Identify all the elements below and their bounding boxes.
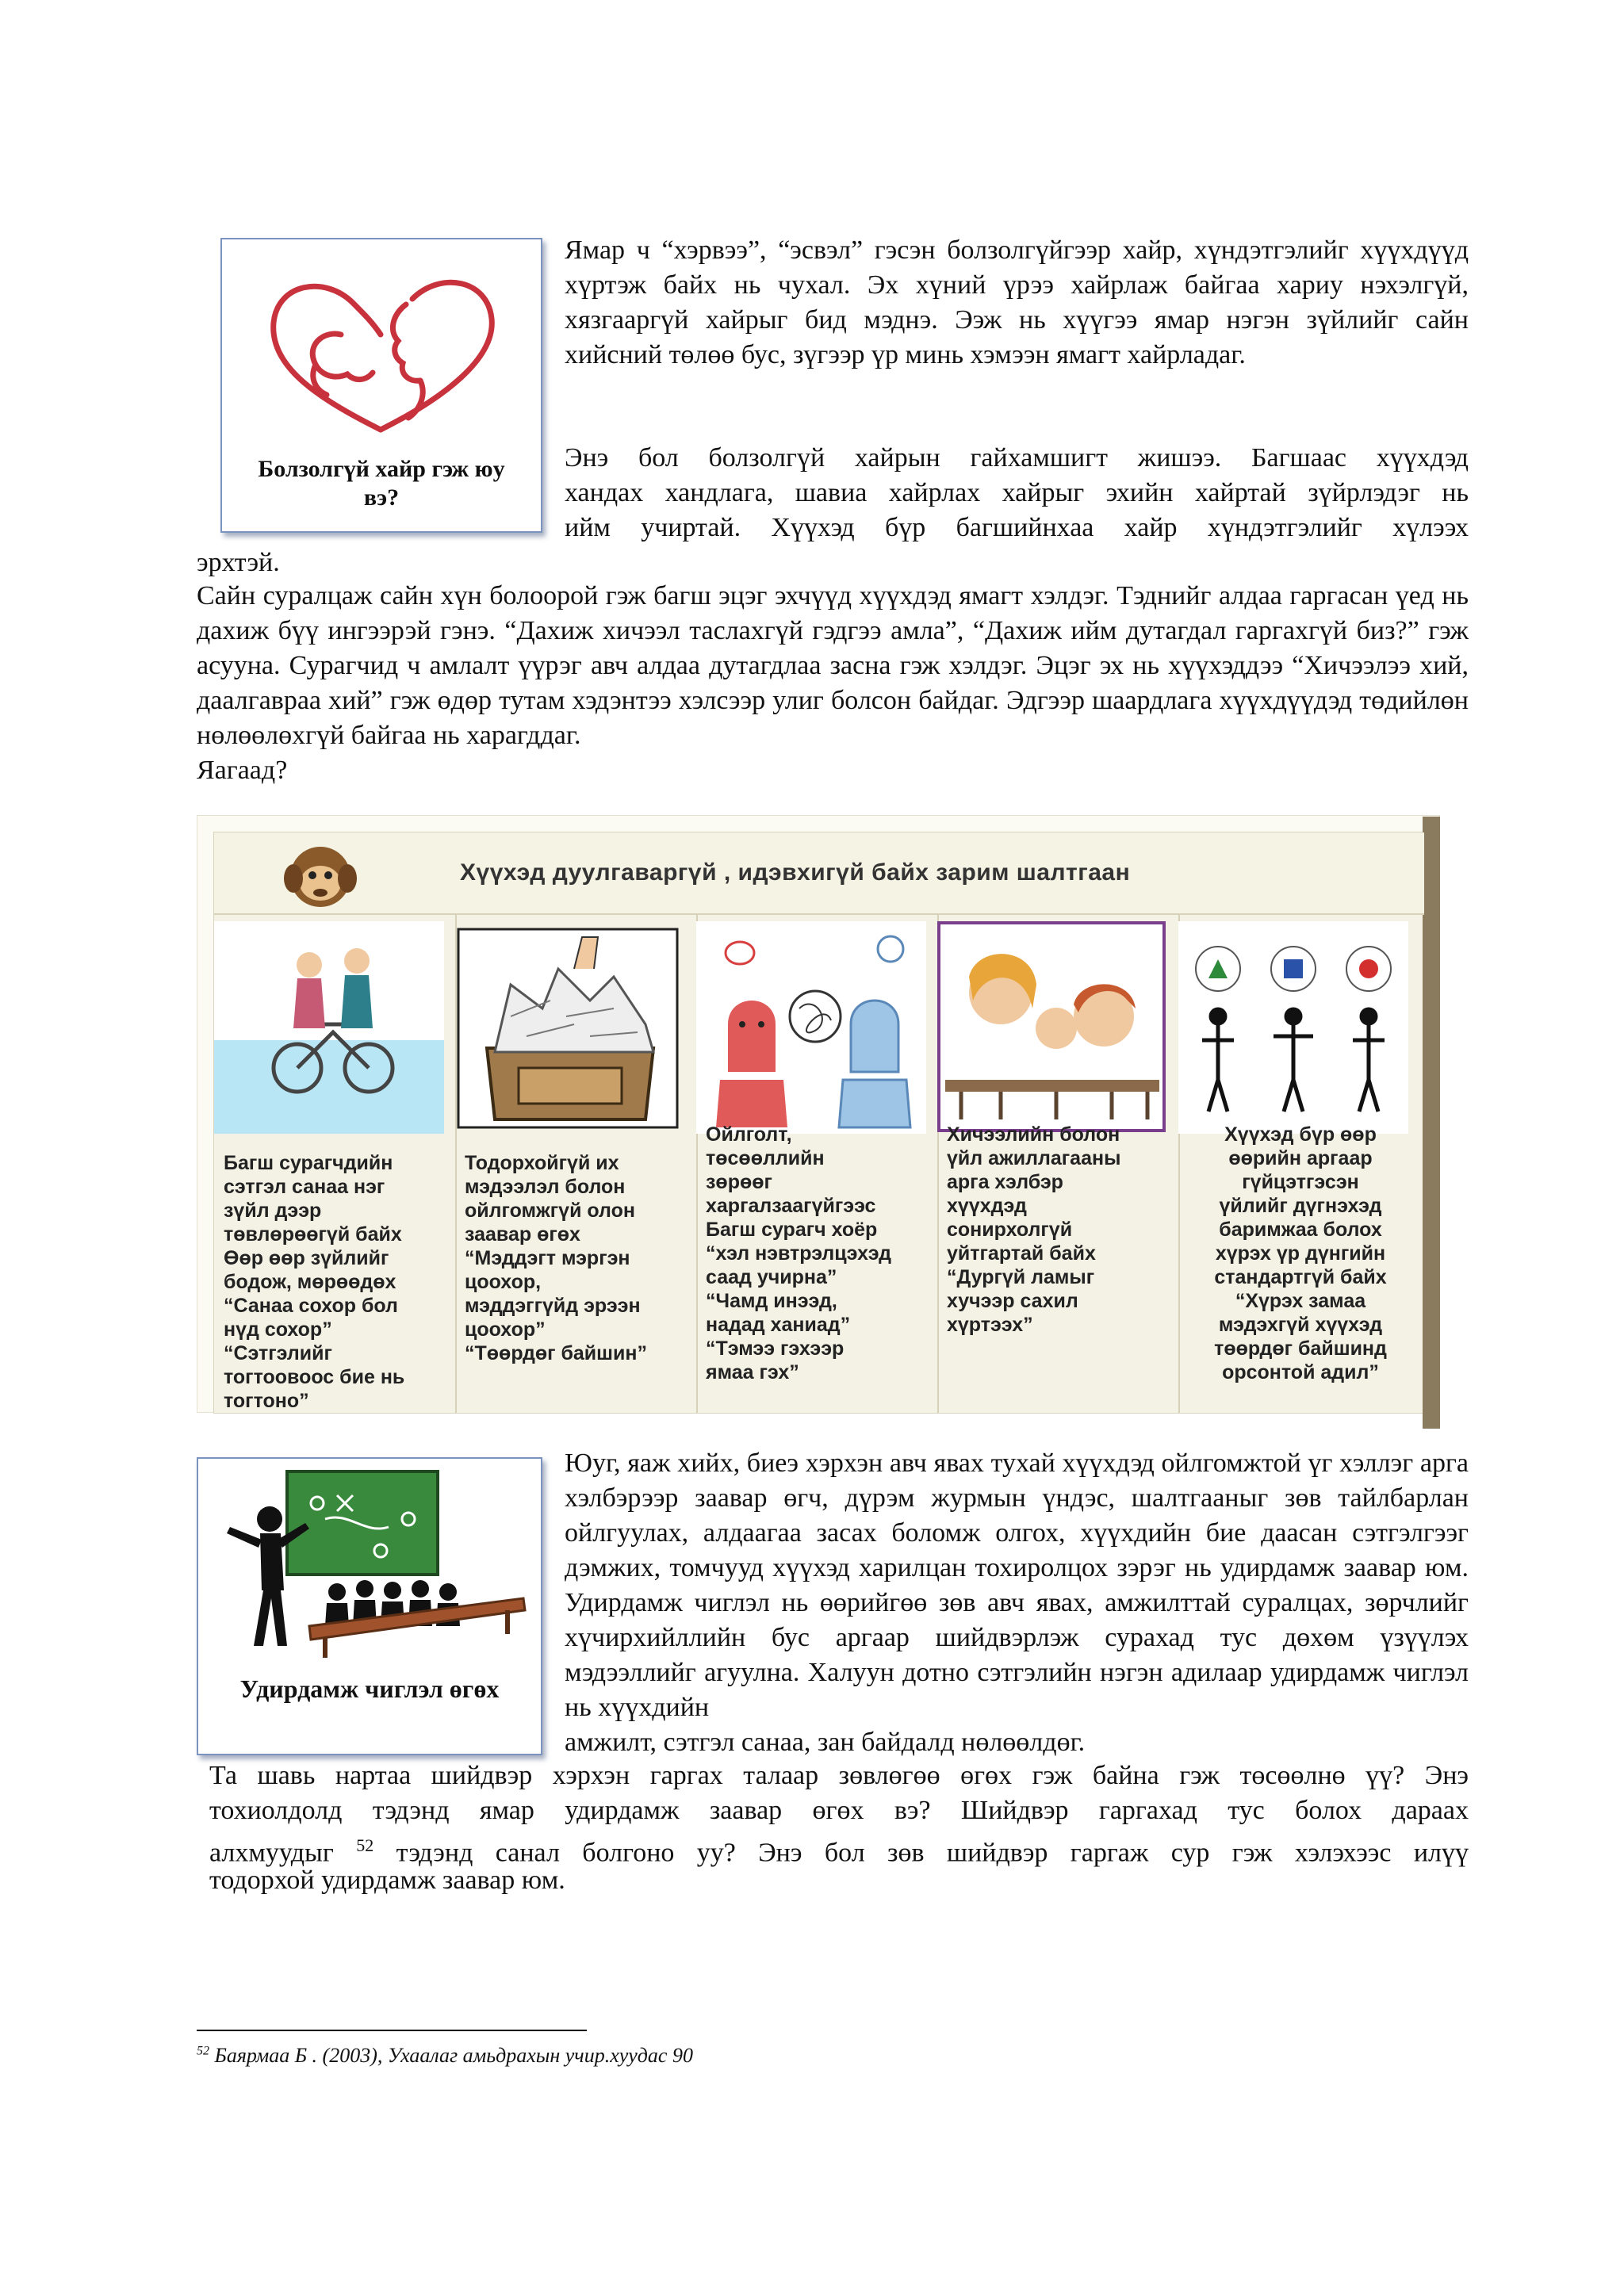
infographic-header bbox=[214, 832, 1424, 915]
reason-text-5: Хүүхэд бүр өөр өөрийн аргаар гүйцэтгэсэн үйлийг дүгнэхэд баримжаа болох хүрэх үр дүнгийн стандартгүй байх “Хүрэх замаа мэдэхгүй хүүхэд төөрдөг байшинд орсонтой адил” bbox=[1214, 1123, 1387, 1383]
footnote bbox=[197, 2044, 693, 2068]
footnote-text: Баярмаа Б . (2003), Ухаалаг амьдрахын учир.хуудас 90 bbox=[214, 2044, 693, 2067]
paragraph-4-last: амжилт, сэтгэл санаа, зан байдалд нөлөөлдөг. bbox=[565, 1728, 1086, 1757]
figure-giving-guidance bbox=[197, 1457, 542, 1755]
figure-caption: Болзолгүй хайр гэж юу вэ? bbox=[258, 456, 505, 511]
shapes-stick-figures-icon bbox=[1178, 921, 1408, 1134]
reason-text-1: Багш сурагчдийн сэтгэл санаа нэг зүйл дээр төвлөрөөгүй байх Өөр өөр зүйлийг бодож, мөрөөдөх “Санаа сохор бол нүд сохор” “Сэтгэлийг тогтоовоос бие нь тогтоно” bbox=[224, 1152, 405, 1412]
figure-caption: Удирдамж чиглэл өгөх bbox=[239, 1674, 500, 1703]
paragraph-5-word: алхмуудыг bbox=[209, 1838, 334, 1868]
paragraph-1: Ямар ч “хэрвээ”, “эсвэл” гэсэн болзолгүйгээр хайр, хүндэтгэлийг хүүхдүүд хүртэж байх нь чухал. Эх хүний үрээ хайрлаж байгаа хариу нэхэлгүй, хязгааргүй хайрыг бид мэднэ. Ээж нь хүүгээ ямар нэгэн зүйлийг сайн хийсний төлөө бус, зүгээр үр минь хэмээн ямагт хайрладаг. bbox=[565, 235, 1469, 369]
infographic-panel bbox=[213, 832, 1425, 1414]
paragraph-3-last: Яагаад? bbox=[197, 756, 288, 785]
reason-column-3 bbox=[696, 913, 939, 1413]
paragraph-2-line: ийм учиртай. Хүүхэд бүр багшийнхаа хайр хүндэтгэлийг хүлээх bbox=[565, 513, 1469, 542]
paragraph-2-line: Энэ бол болзолгүй хайрын гайхамшигт жишээ. Багшаас хүүхдэд bbox=[565, 443, 1469, 473]
teacher-chalkboard-icon bbox=[198, 1464, 541, 1662]
paragraph-5-line: Та шавь нартаа шийдвэр хэрхэн гаргах талаар зөвлөгөө өгөх гэж байна гэж төсөөлнө үү? Энэ bbox=[209, 1761, 1469, 1790]
bored-students-icon bbox=[937, 921, 1167, 1134]
reason-column-1 bbox=[214, 913, 457, 1413]
infographic-title: Хүүхэд дуулгаваргүй , идэвхигүй байх зарим шалтгаан bbox=[460, 859, 1131, 886]
paragraph-2-line: хандах хандлага, шавиа хайрлах хайрыг эхийн хайртай зүйрлэдэг нь bbox=[565, 478, 1469, 507]
figure-unconditional-love bbox=[220, 238, 542, 533]
monkey-icon bbox=[281, 839, 360, 912]
paper-pile-desk-icon bbox=[455, 921, 685, 1134]
reason-text-3: Ойлголт, төсөөллийн зөрөөг харгалзаагүйгээс Багш сурагч хоёр “хэл нэвтрэлцэхэд саад учирна” “Чамд инээд, надад ханиад” “Тэмээ гэхээр ямаа гэх” bbox=[706, 1123, 892, 1383]
infographic-reasons bbox=[197, 815, 1440, 1413]
reason-column-4 bbox=[937, 913, 1180, 1413]
reason-text-2: Тодорхойгүй их мэдээлэл болон ойлгомжгүй олон заавар өгөх “Мэддэгт мэргэн цоохор, мэддэггүйд эрээн цоохор” “Төөрдөг байшин” bbox=[465, 1152, 647, 1364]
paragraph-2-tail: эрхтэй. bbox=[197, 548, 280, 577]
reason-column-2 bbox=[455, 913, 698, 1413]
two-heads-confusion-icon bbox=[696, 921, 926, 1134]
paragraph-3: Сайн суралцаж сайн хүн болоорой гэж багш эцэг эхчүүд хүүхдэд ямагт хэлдэг. Тэднийг алдаа гаргасан үед нь дахиж бүү ингээрэй гэнэ. “Дахиж хичээл таслахгүй гэдгээ амла”, “Дахиж ийм дутагдал гаргахгүй биз?” гэж асууна. Сурагчид ч амлалт үүрэг авч алдаа дутагдлаа засна гэж хэлдэг. Эцэг эх нь хүүхэддээ “Хичээлээ хий, даалгавраа хий” гэж өдөр тутам хэдэнтээ хэлсээр улиг болсон байдаг. Эдгээр шаардлага хүүхдүүдэд төдийлөн нөлөөлөхгүй байгаа нь харагддаг. bbox=[197, 581, 1469, 750]
paragraph-5-last: тодорхой удирдамж заавар юм. bbox=[209, 1866, 565, 1895]
tandem-bicycle-icon bbox=[214, 921, 444, 1134]
reason-column-5 bbox=[1178, 913, 1419, 1413]
paragraph-5-line: тохиолдолд тэдэнд ямар удирдамж заавар өгөх вэ? Шийдвэр гаргахад тус болох дараах bbox=[209, 1796, 1469, 1825]
footnote-divider bbox=[197, 2030, 587, 2031]
paragraph-5-rest: тэдэнд санал болгоно уу? Энэ бол зөв шийдвэр гаргаж сур гэж хэлэхээс илүү bbox=[396, 1838, 1469, 1868]
footnote-reference[interactable]: 52 bbox=[356, 1835, 374, 1855]
decorative-stripe bbox=[1423, 817, 1440, 1429]
paragraph-4: Юуг, яаж хийх, биеэ хэрхэн авч явах тухай хүүхдэд ойлгомжтой үг хэллэг арга хэлбэрээр заавар өгч, дүрэм журмын үндэс, шалтгааныг зөв тайлбарлан ойлгуулах, алдаагаа засах боломж олгох, хүүхдийн бие даасан сэтгэлгээг дэмжих, томчууд хүүхэд харилцан тохиролцох зэрэг нь удирдамж заавар юм. Удирдамж чиглэл нь өөрийгөө зөв авч явах, амжилттай суралцах, зөрчлийг хүчирхийллийн бус аргаар шийдвэрлэж сурахад тус дөхөм үзүүлэх мэдээллийг агуулна. Халуун дотно сэтгэлийн нэгэн адилаар удирдамж чиглэл нь хүүхдийн bbox=[565, 1448, 1469, 1722]
footnote-number: 52 bbox=[197, 2044, 209, 2058]
mother-child-heart-icon bbox=[222, 247, 541, 453]
reason-text-4: Хичээлийн болон үйл ажиллагааны арга хэлбэр хүүхдэд сонирхолгүй уйтгартай байх “Дургүй ламыг хучээр сахил хүртээх” bbox=[947, 1123, 1121, 1336]
